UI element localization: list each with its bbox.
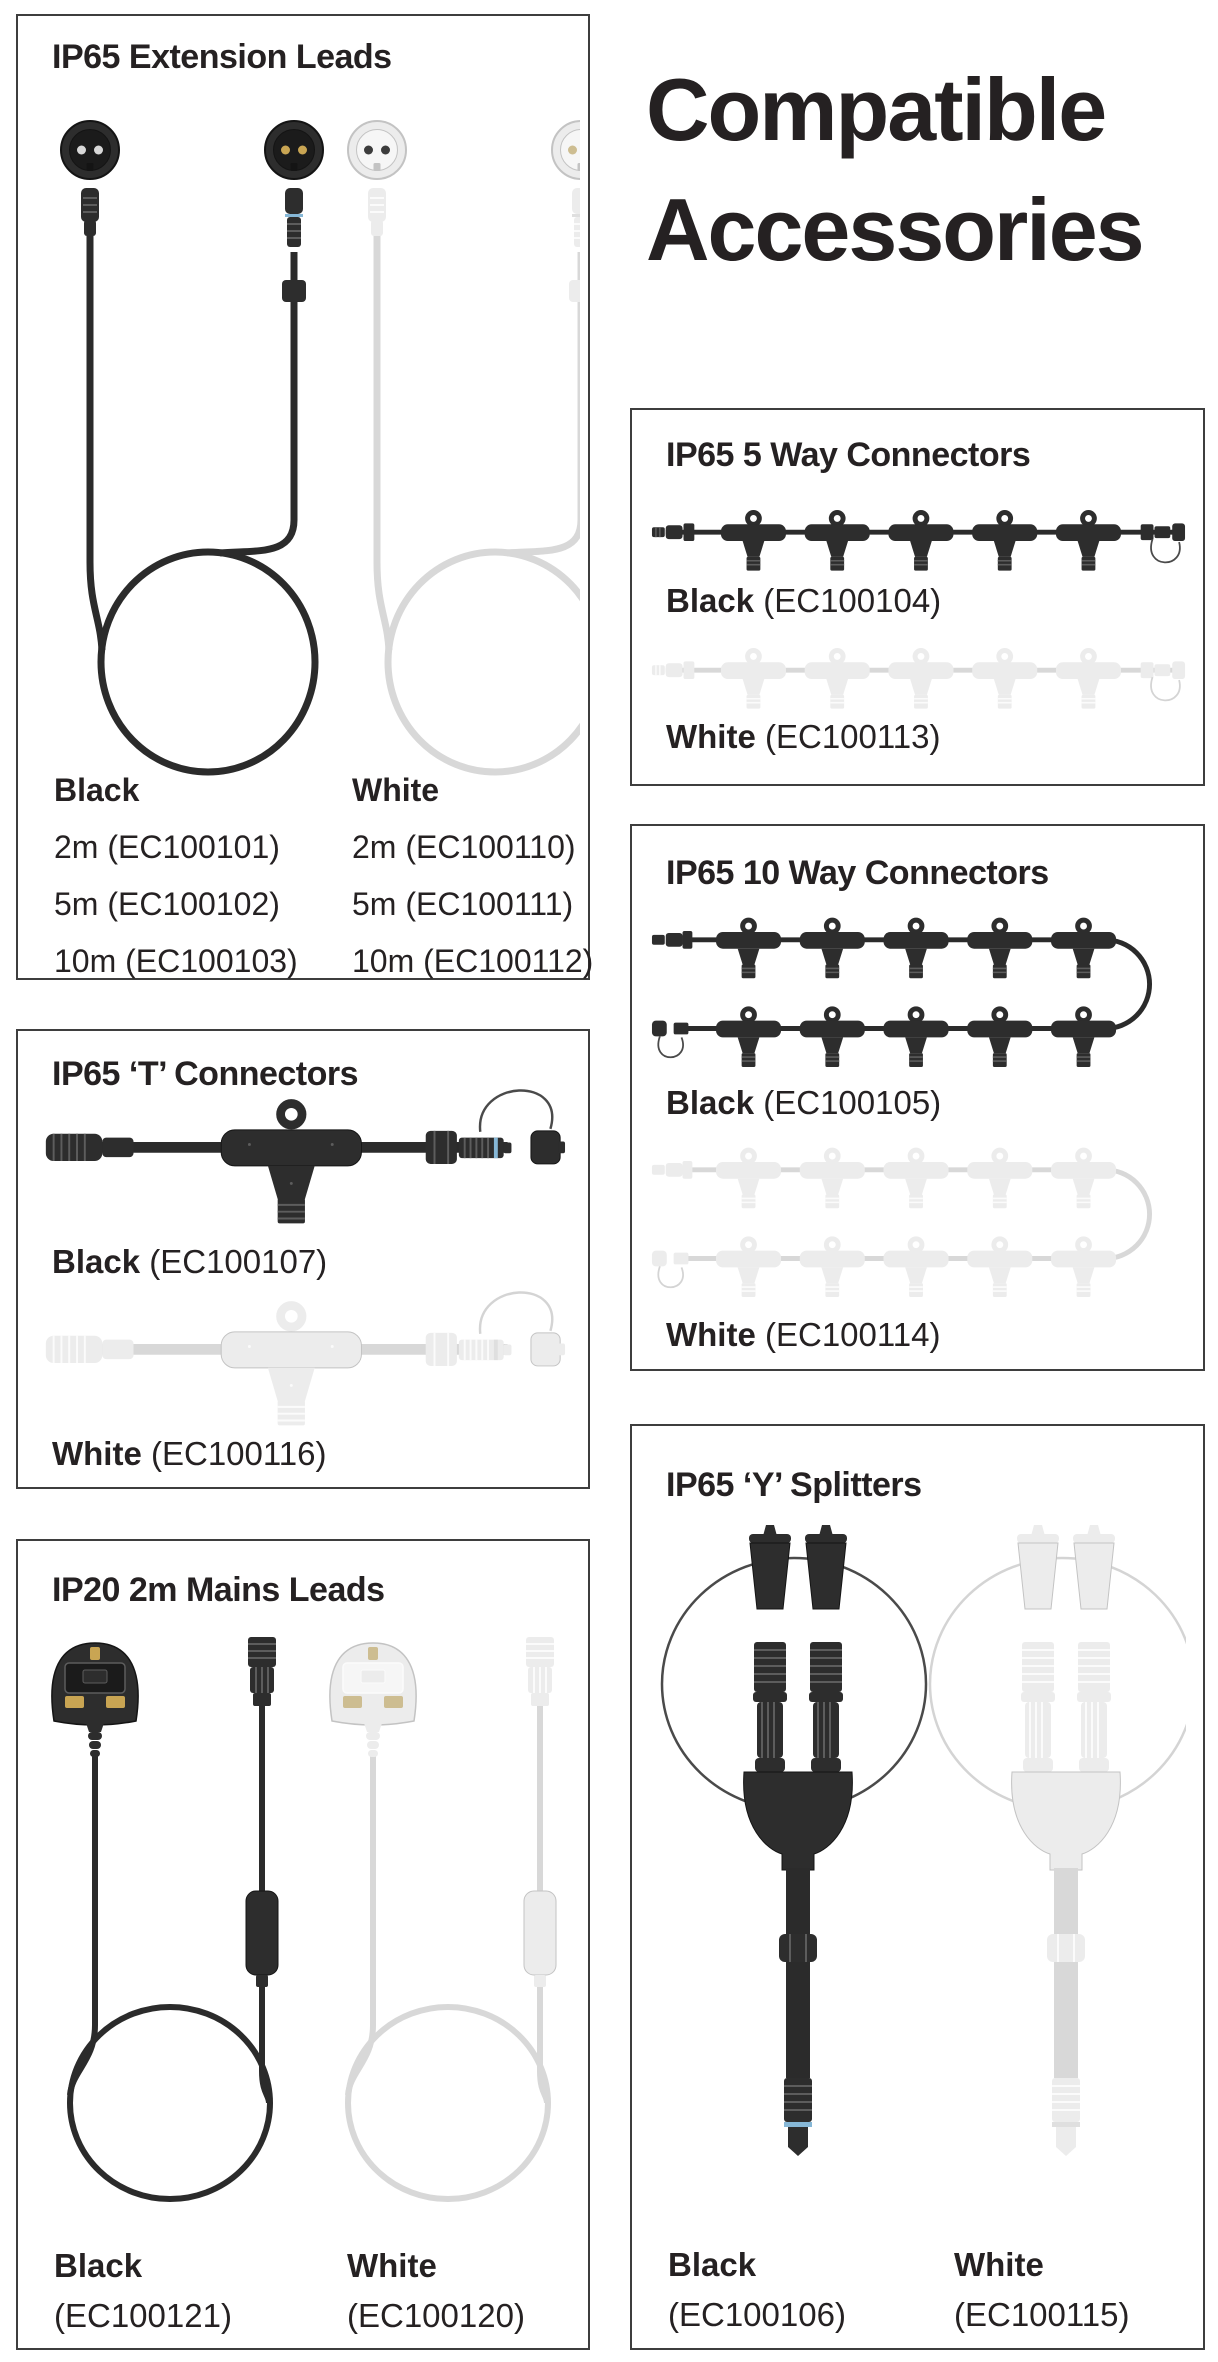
extension-lead-illustration [28,112,580,778]
section-extension-leads [16,14,594,980]
y-splitter-white-drawing [930,1525,1186,2156]
product-code: 10m (EC100103) [54,943,298,979]
mains-lead-illustration [38,1633,572,2225]
product-code: (EC100105) [763,1084,942,1121]
mains-black-label [54,2241,232,2341]
variant-label: Black [54,772,140,808]
variant-label: White [352,772,440,808]
t-connector-black-label: Black (EC100107) [52,1243,328,1280]
section-5-way-connectors [630,408,1205,786]
variant-label: White [347,2247,437,2284]
ten-way-title: IP65 10 Way Connectors [666,854,1049,892]
five-way-white-label: White (EC100113) [666,718,941,755]
y-splitters-title: IP65 ‘Y’ Splitters [666,1466,922,1504]
extension-white-codes [352,762,593,990]
product-code: (EC100107) [149,1243,328,1280]
variant-label: White [954,2246,1044,2283]
y-splitter-white-label [954,2240,1130,2340]
variant-label: Black [54,2247,143,2284]
product-code: (EC100120) [347,2297,525,2334]
five-way-black-illustration [650,508,1187,582]
extension-lead-white-drawing [348,121,580,772]
variant-label: Black [668,2246,757,2283]
page-title-line1: Compatible [646,60,1106,159]
extension-lead-black-drawing [61,121,323,772]
section-10-way-connectors [630,824,1205,1371]
ten-way-white-illustration [650,1144,1187,1308]
t-connector-white-illustration [40,1289,566,1439]
product-code: (EC100104) [763,582,942,619]
section-mains-leads [16,1539,590,2350]
extension-leads-title: IP65 Extension Leads [52,38,392,76]
product-code: (EC100113) [765,718,941,755]
product-code: 5m (EC100102) [54,886,280,922]
t-connector-white-label: White (EC100116) [52,1435,327,1472]
five-way-white-illustration [650,646,1187,720]
product-code: (EC100115) [954,2296,1130,2333]
ten-way-black-label: Black (EC100105) [666,1084,942,1121]
section-t-connectors [16,1029,590,1489]
mains-lead-white-drawing [330,1637,556,2199]
ten-way-black-illustration [650,914,1187,1078]
y-splitter-black-label [668,2240,846,2340]
product-code: (EC100116) [151,1435,327,1472]
product-code: 2m (EC100110) [352,829,576,865]
product-code: 5m (EC100111) [352,886,574,922]
page-title-line2: Accessories [646,180,1143,279]
product-code: 10m (EC100112) [352,943,594,979]
product-code: (EC100114) [765,1316,941,1353]
y-splitter-black-drawing [662,1525,926,2156]
product-code: (EC100106) [668,2296,846,2333]
section-y-splitters [630,1424,1205,2350]
extension-black-codes [54,762,298,990]
mains-leads-title: IP20 2m Mains Leads [52,1571,385,1609]
t-connector-black-illustration [40,1087,566,1237]
five-way-title: IP65 5 Way Connectors [666,436,1031,474]
y-splitter-illustration [652,1516,1186,2222]
page-title [646,50,1143,290]
ten-way-white-label: White (EC100114) [666,1316,941,1353]
product-code: (EC100121) [54,2297,232,2334]
product-code: 2m (EC100101) [54,829,280,865]
t-connectors-title: IP65 ‘T’ Connectors [52,1055,359,1093]
mains-white-label [347,2241,525,2341]
mains-lead-black-drawing [52,1637,278,2199]
five-way-black-label: Black (EC100104) [666,582,942,619]
